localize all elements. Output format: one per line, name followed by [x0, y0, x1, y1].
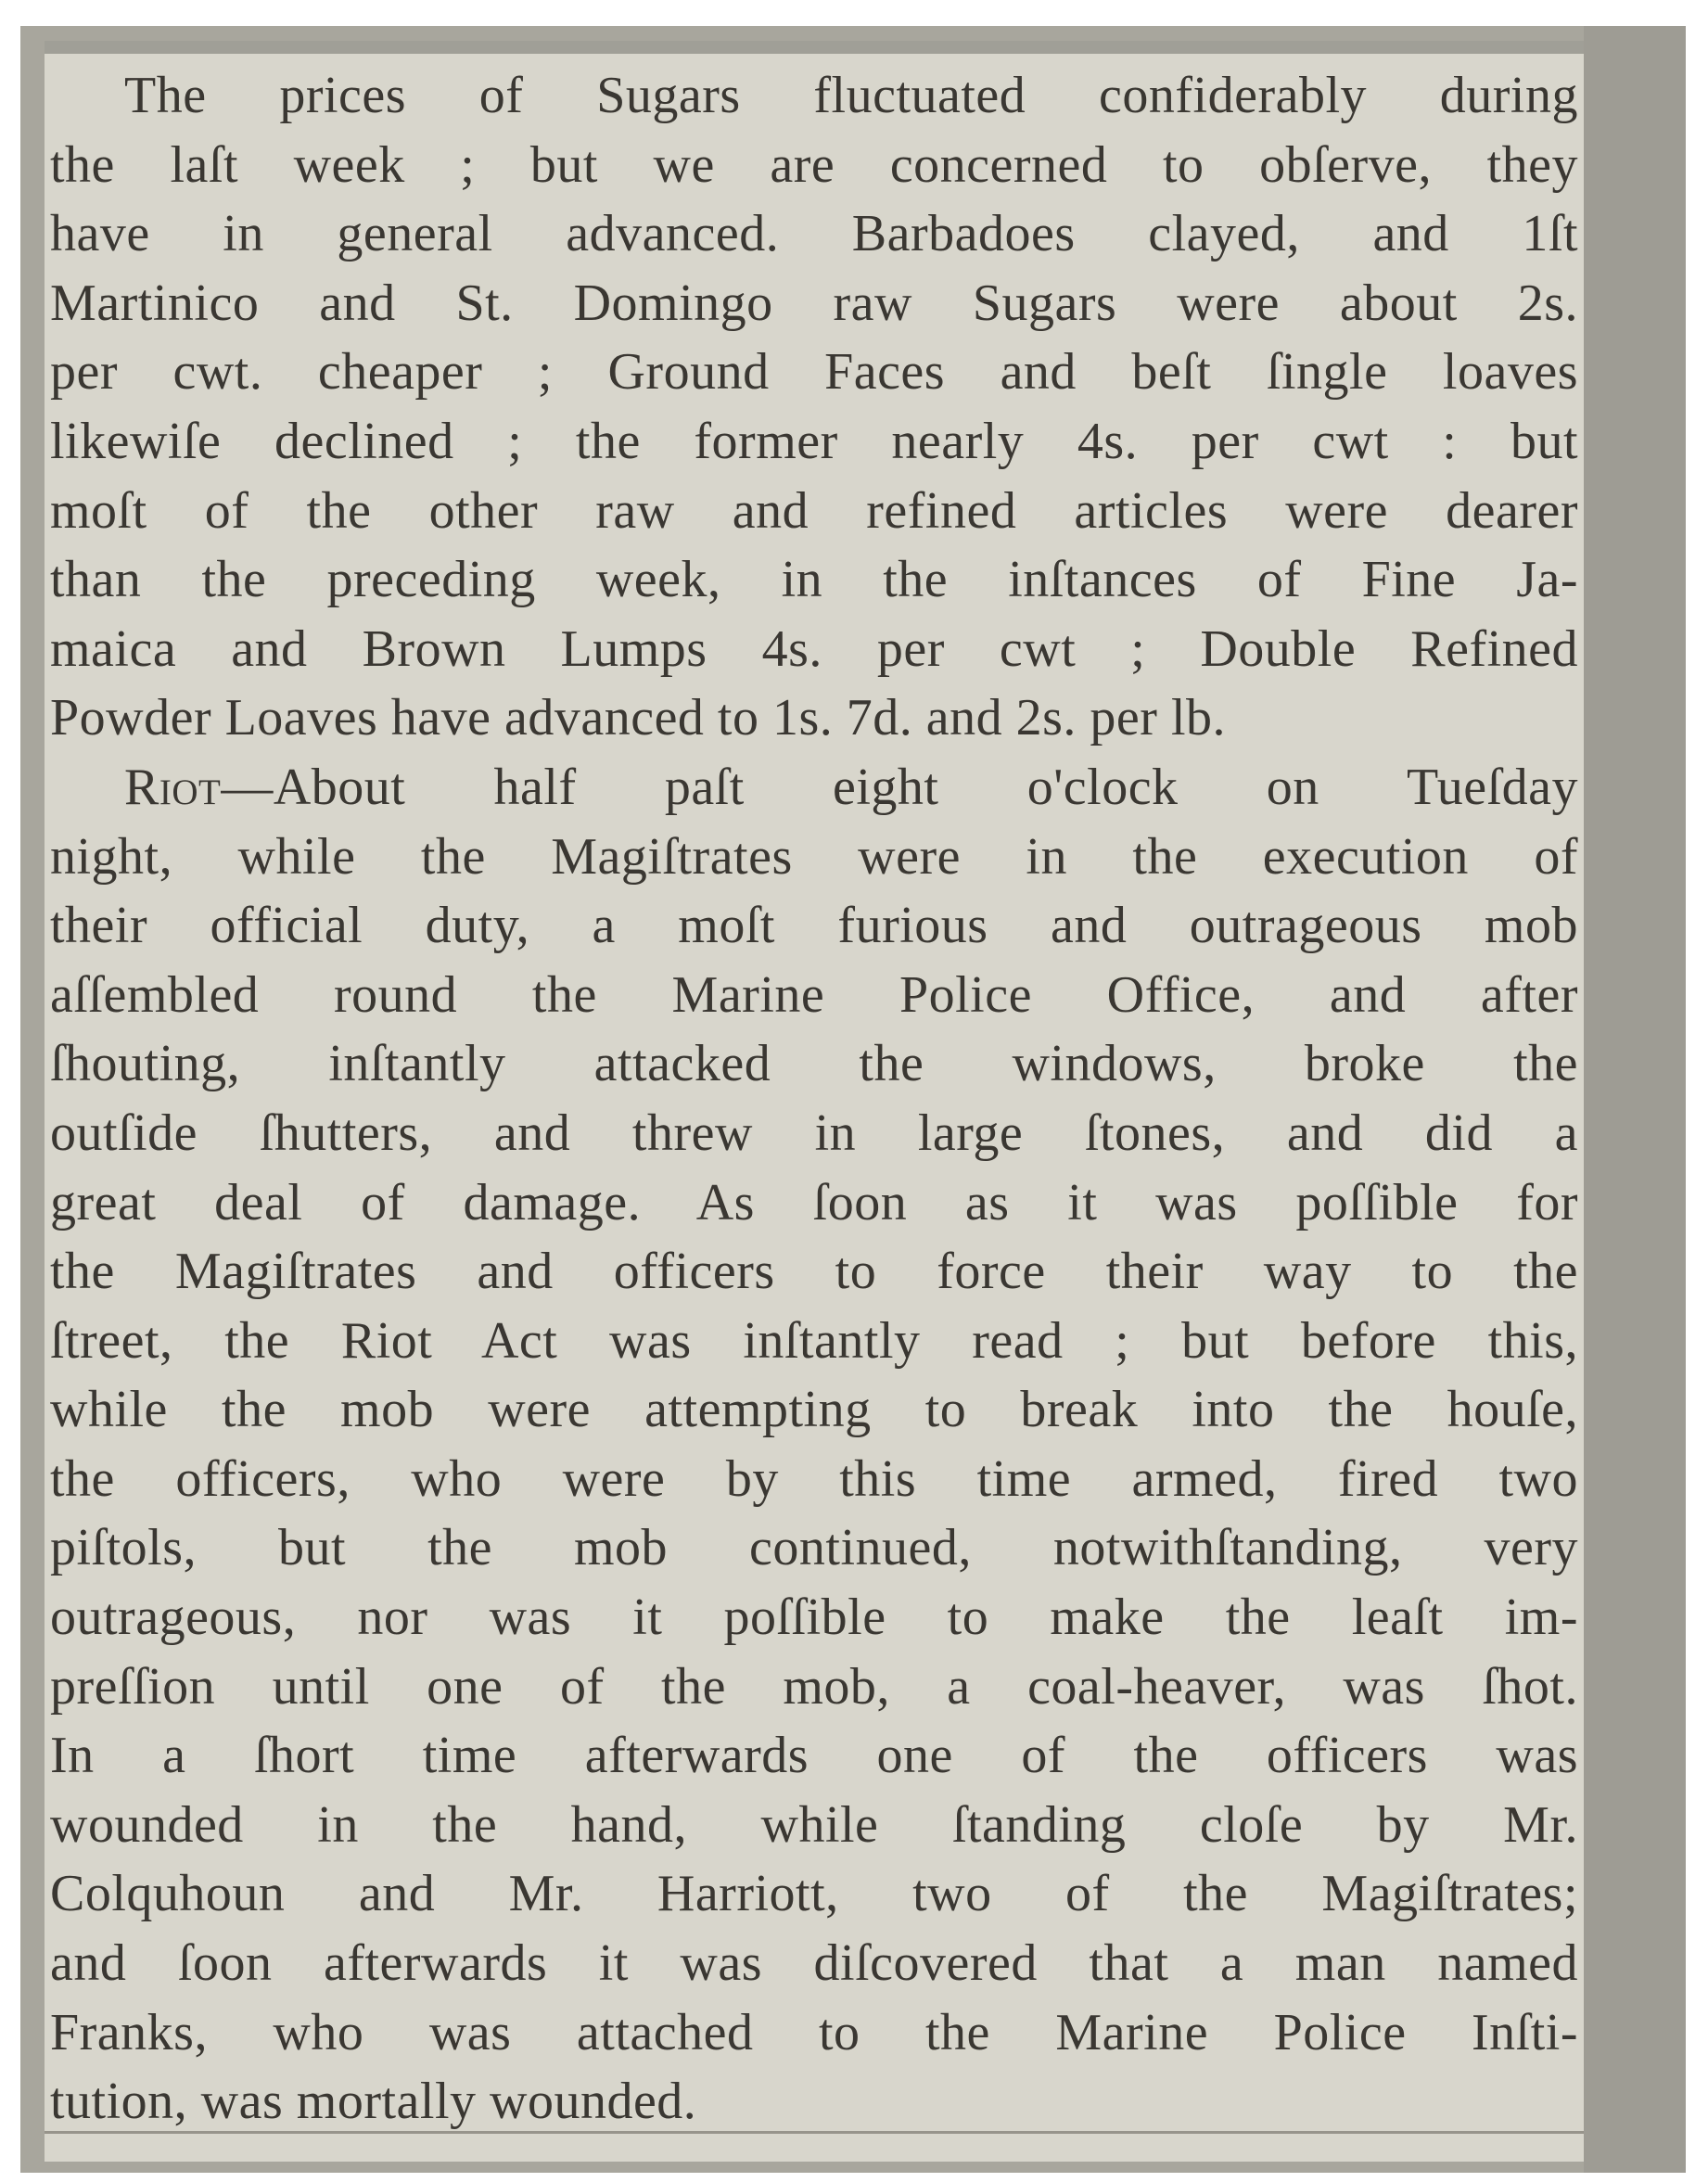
text-line: outrageous, nor was it poſſible to make the leaſt im- — [50, 1589, 1578, 1647]
text-line: while the mob were attempting to break into the houſe, — [50, 1381, 1578, 1439]
text-line: than the preceding week, in the inſtances of Fine Ja- — [50, 551, 1578, 609]
scan-margin-strip — [1584, 26, 1686, 2173]
text-line: and ſoon afterwards it was diſcovered that a man named — [50, 1934, 1578, 1993]
text-line: In a ſhort time afterwards one of the officers was — [50, 1727, 1578, 1785]
text-line: Powder Loaves have advanced to 1s. 7d. and 2s. per lb. — [50, 689, 1226, 747]
article-text — [50, 61, 1578, 2137]
text-line: wounded in the hand, while ſtanding cloſe by Mr. — [50, 1795, 1578, 1854]
clipping-top-edge — [45, 41, 1584, 54]
text-line: preſſion until one of the mob, a coal-heaver, was ſhot. — [50, 1657, 1578, 1716]
riot-heading: Riot — [124, 758, 222, 816]
text-line: Martinico and St. Domingo raw Sugars were about 2s. — [50, 274, 1578, 332]
text-line: moſt of the other raw and refined articles were dearer — [50, 481, 1578, 540]
text-line: the Magiſtrates and officers to force their way to the — [50, 1243, 1578, 1301]
riot-first-line-text: —About half paſt eight o'clock on Tueſday — [221, 758, 1578, 816]
text-line — [50, 753, 1578, 823]
newspaper-clipping — [45, 41, 1584, 2162]
text-line: tution, was mortally wounded. — [50, 2073, 697, 2131]
text-line: have in general advanced. Barbadoes clayed, and 1ſt — [50, 205, 1578, 263]
text-line: their official duty, a moſt furious and outrageous mob — [50, 897, 1578, 955]
text-line: great deal of damage. As ſoon as it was poſſible for — [50, 1173, 1578, 1231]
text-line: per cwt. cheaper ; Ground Faces and beſt ſingle loaves — [50, 343, 1578, 402]
text-line: ſhouting, inſtantly attacked the windows, broke the — [50, 1035, 1578, 1093]
text-line: likewiſe declined ; the former nearly 4s. per cwt : but — [50, 412, 1578, 470]
text-line: the officers, who were by this time armed, fired two — [50, 1449, 1578, 1508]
text-line: outſide ſhutters, and threw in large ſtones, and did a — [50, 1104, 1578, 1162]
text-line: aſſembled round the Marine Police Office, and after — [50, 965, 1578, 1024]
text-line: The prices of Sugars fluctuated confiderably during — [124, 67, 1578, 124]
text-line: ſtreet, the Riot Act was inſtantly read ; but before this, — [50, 1311, 1578, 1370]
text-line: the laſt week ; but we are concerned to obſerve, they — [50, 135, 1578, 194]
text-line: night, while the Magiſtrates were in the execution of — [50, 827, 1578, 886]
text-line: maica and Brown Lumps 4s. per cwt ; Double Refined — [50, 619, 1578, 678]
clipping-bottom-edge — [45, 2131, 1584, 2134]
text-line: Franks, who was attached to the Marine Police Inſti- — [50, 2003, 1578, 2061]
riot-paragraph — [50, 753, 1578, 2137]
text-line: piſtols, but the mob continued, notwithſtanding, very — [50, 1519, 1578, 1577]
text-line: Colquhoun and Mr. Harriott, two of the Magiſtrates; — [50, 1865, 1578, 1923]
sugar-prices-paragraph — [50, 61, 1578, 753]
